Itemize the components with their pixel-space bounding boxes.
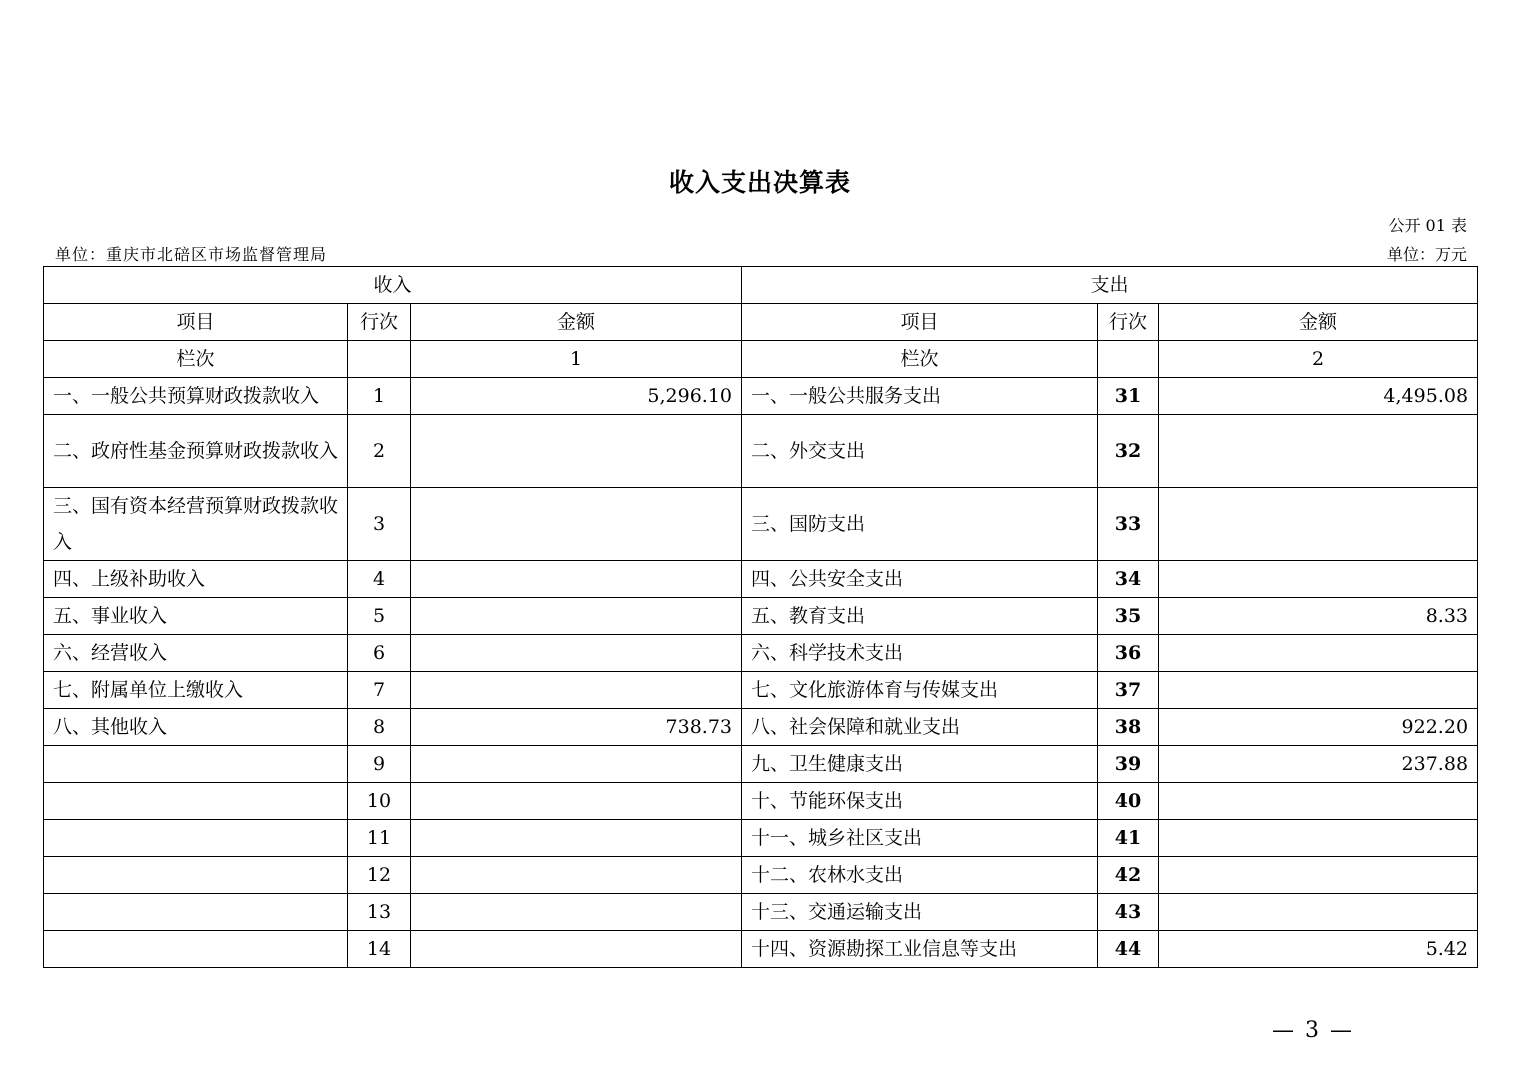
- income-item: 七、附属单位上缴收入: [44, 672, 348, 709]
- income-line-header: 行次: [348, 304, 411, 341]
- expense-line-no: 37: [1098, 672, 1159, 709]
- table-row: [44, 931, 1478, 968]
- expense-item: 五、教育支出: [742, 598, 1098, 635]
- expense-line-no: 35: [1098, 598, 1159, 635]
- income-line-no: 1: [348, 378, 411, 415]
- income-amount-header: 金额: [411, 304, 742, 341]
- expense-item: 三、国防支出: [742, 488, 1098, 561]
- income-item-header: 项目: [44, 304, 348, 341]
- table-row: [44, 894, 1478, 931]
- expense-col-label: 栏次: [742, 341, 1098, 378]
- table-row: [44, 561, 1478, 598]
- income-amount: 5,296.10: [411, 378, 742, 415]
- income-line-no: 8: [348, 709, 411, 746]
- expense-item: 十三、交通运输支出: [742, 894, 1098, 931]
- income-line-no: 2: [348, 415, 411, 488]
- income-item: [44, 857, 348, 894]
- table-row: [44, 488, 1478, 561]
- expense-col-empty: [1098, 341, 1159, 378]
- expense-item: 十二、农林水支出: [742, 857, 1098, 894]
- expense-item: 十一、城乡社区支出: [742, 820, 1098, 857]
- income-line-no: 14: [348, 931, 411, 968]
- table-code: 公开 01 表: [1388, 216, 1467, 235]
- expense-item: 二、外交支出: [742, 415, 1098, 488]
- table-row: [44, 672, 1478, 709]
- table-row: [44, 857, 1478, 894]
- expense-amount: [1159, 561, 1478, 598]
- income-item: 四、上级补助收入: [44, 561, 348, 598]
- expense-item: 七、文化旅游体育与传媒支出: [742, 672, 1098, 709]
- income-amount: [411, 820, 742, 857]
- expense-amount: 922.20: [1159, 709, 1478, 746]
- expense-amount: [1159, 488, 1478, 561]
- income-amount: [411, 415, 742, 488]
- expense-amount: [1159, 672, 1478, 709]
- expense-line-header: 行次: [1098, 304, 1159, 341]
- expense-line-no: 44: [1098, 931, 1159, 968]
- expense-item: 十四、资源勘探工业信息等支出: [742, 931, 1098, 968]
- expense-amount-header: 金额: [1159, 304, 1478, 341]
- income-line-no: 13: [348, 894, 411, 931]
- income-line-no: 7: [348, 672, 411, 709]
- income-item: [44, 894, 348, 931]
- income-amount: [411, 857, 742, 894]
- expense-amount: [1159, 820, 1478, 857]
- income-line-no: 10: [348, 783, 411, 820]
- expense-item: 四、公共安全支出: [742, 561, 1098, 598]
- income-line-no: 6: [348, 635, 411, 672]
- income-item: [44, 820, 348, 857]
- page-title: 收入支出决算表: [668, 168, 851, 197]
- income-item: 二、政府性基金预算财政拨款收入: [44, 415, 348, 488]
- expense-line-no: 32: [1098, 415, 1159, 488]
- expense-line-no: 40: [1098, 783, 1159, 820]
- table-row: [44, 635, 1478, 672]
- income-amount: [411, 561, 742, 598]
- income-item: [44, 783, 348, 820]
- expense-line-no: 39: [1098, 746, 1159, 783]
- table-row: [44, 820, 1478, 857]
- column-index-row: [44, 341, 1478, 378]
- expense-item: 十、节能环保支出: [742, 783, 1098, 820]
- income-amount: [411, 783, 742, 820]
- income-amount: [411, 488, 742, 561]
- income-item: 八、其他收入: [44, 709, 348, 746]
- table-row: [44, 709, 1478, 746]
- currency-unit: 单位：万元: [1386, 245, 1467, 264]
- expense-amount: 237.88: [1159, 746, 1478, 783]
- expense-amount: 4,495.08: [1159, 378, 1478, 415]
- expense-amount: [1159, 783, 1478, 820]
- expense-amount: 5.42: [1159, 931, 1478, 968]
- income-amount: [411, 635, 742, 672]
- income-line-no: 3: [348, 488, 411, 561]
- expense-line-no: 42: [1098, 857, 1159, 894]
- income-item: 一、一般公共预算财政拨款收入: [44, 378, 348, 415]
- expense-line-no: 36: [1098, 635, 1159, 672]
- expense-col-index: 2: [1159, 341, 1478, 378]
- income-line-no: 5: [348, 598, 411, 635]
- expense-line-no: 41: [1098, 820, 1159, 857]
- expense-line-no: 38: [1098, 709, 1159, 746]
- expense-line-no: 34: [1098, 561, 1159, 598]
- table-row: [44, 598, 1478, 635]
- expense-amount: [1159, 894, 1478, 931]
- income-line-no: 11: [348, 820, 411, 857]
- expense-amount: [1159, 415, 1478, 488]
- income-col-index: 1: [411, 341, 742, 378]
- income-line-no: 12: [348, 857, 411, 894]
- income-item: [44, 746, 348, 783]
- expense-item: 六、科学技术支出: [742, 635, 1098, 672]
- income-col-label: 栏次: [44, 341, 348, 378]
- table-row: [44, 415, 1478, 488]
- income-amount: 738.73: [411, 709, 742, 746]
- page-number: — 3 —: [1272, 1018, 1354, 1043]
- income-line-no: 9: [348, 746, 411, 783]
- income-expense-table: [43, 266, 1478, 968]
- income-section-header: 收入: [44, 267, 742, 304]
- table-row: [44, 746, 1478, 783]
- expense-item: 九、卫生健康支出: [742, 746, 1098, 783]
- income-item: [44, 931, 348, 968]
- income-item: 五、事业收入: [44, 598, 348, 635]
- expense-item: 一、一般公共服务支出: [742, 378, 1098, 415]
- expense-amount: [1159, 635, 1478, 672]
- income-amount: [411, 672, 742, 709]
- income-item: 六、经营收入: [44, 635, 348, 672]
- section-header-row: [44, 267, 1478, 304]
- income-amount: [411, 894, 742, 931]
- table-row: [44, 783, 1478, 820]
- income-amount: [411, 746, 742, 783]
- income-amount: [411, 931, 742, 968]
- table-row: [44, 378, 1478, 415]
- expense-line-no: 33: [1098, 488, 1159, 561]
- expense-amount: [1159, 857, 1478, 894]
- income-col-empty: [348, 341, 411, 378]
- expense-section-header: 支出: [742, 267, 1478, 304]
- reporting-unit: 单位：重庆市北碚区市场监督管理局: [55, 245, 328, 264]
- income-line-no: 4: [348, 561, 411, 598]
- income-amount: [411, 598, 742, 635]
- column-header-row: [44, 304, 1478, 341]
- expense-item: 八、社会保障和就业支出: [742, 709, 1098, 746]
- income-item: 三、国有资本经营预算财政拨款收入: [44, 488, 348, 561]
- expense-line-no: 43: [1098, 894, 1159, 931]
- expense-amount: 8.33: [1159, 598, 1478, 635]
- expense-item-header: 项目: [742, 304, 1098, 341]
- expense-line-no: 31: [1098, 378, 1159, 415]
